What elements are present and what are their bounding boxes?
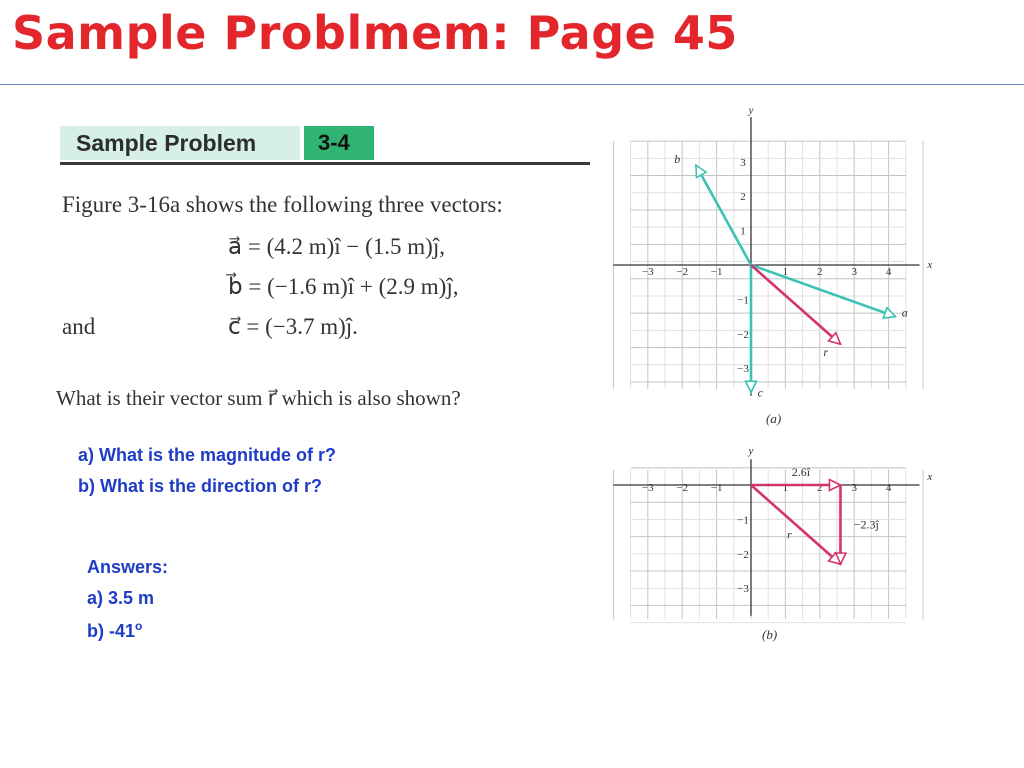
figure-b-y-tick-label: −3 xyxy=(737,583,749,596)
figure-a-y-tick-label: −1 xyxy=(737,294,749,307)
problem-question: What is their vector sum r⃗ which is also shown? xyxy=(56,386,461,410)
figure-a-y-tick-label: −3 xyxy=(737,363,749,376)
figure-a-vector-label: r⃗ xyxy=(823,345,838,360)
figure-a-y-tick-label: 3 xyxy=(740,156,746,169)
answers-label: Answers: xyxy=(87,557,169,577)
figure-a-caption: (a) xyxy=(766,411,782,426)
and-word: and xyxy=(62,314,96,339)
figure-a-x-tick-label: −2 xyxy=(676,266,689,278)
sample-problem-label-box xyxy=(60,126,300,160)
question-b: b) What is the direction of r? xyxy=(78,476,322,496)
figure-a-x-axis-label: x xyxy=(927,259,933,271)
figure-b-caption: (b) xyxy=(762,627,778,642)
figure-b-grid xyxy=(613,468,923,623)
question-a: a) What is the magnitude of r? xyxy=(78,445,337,465)
figure-b-x-axis-label: x xyxy=(927,471,933,483)
figure-b-resultant-shaft xyxy=(751,485,840,564)
answer-b: b) -41$^o$ xyxy=(87,619,143,641)
figure-b-y-tick-label: −1 xyxy=(737,514,749,527)
equation-a: a⃗ = (4.2 m)î − (1.5 m)ĵ, xyxy=(228,234,445,259)
figure-a-x-tick-label: −3 xyxy=(641,266,654,278)
title-divider xyxy=(0,84,1024,85)
figure-b-x-component-label: 2.6î xyxy=(791,465,811,479)
figure-a-y-tick-label: 1 xyxy=(740,225,746,238)
sample-problem-number-box xyxy=(304,126,374,160)
figure-a-x-tick-label: 4 xyxy=(885,266,892,278)
figure-b-x-tick-label: −2 xyxy=(676,482,689,494)
figure-a-vector-shaft xyxy=(696,165,751,265)
figure-a-y-tick-label: −2 xyxy=(737,328,749,341)
figure-b-y-axis-label: y xyxy=(748,445,754,458)
figure-a-vector-shaft xyxy=(751,265,895,317)
figure-a-x-tick-label: −1 xyxy=(710,266,723,278)
figure-a-vector-label: b⃗ xyxy=(674,152,690,167)
figure-a-x-tick-label: 2 xyxy=(817,266,823,278)
figure-a-vector-head xyxy=(746,381,757,392)
sample-problem-label: Sample Problem xyxy=(76,130,257,156)
slide-title: Sample Problmem: Page 45 xyxy=(12,6,738,60)
figure-b-x-tick-label: 2 xyxy=(817,482,823,494)
figure-b-x-tick-label: 1 xyxy=(782,482,789,494)
figure-b-vector-plot xyxy=(596,445,946,650)
figure-b-x-tick-label: 3 xyxy=(851,482,857,494)
header-underline xyxy=(60,162,590,165)
figure-a-y-tick-label: 2 xyxy=(740,191,746,204)
equation-b: b⃗ = (−1.6 m)î + (2.9 m)ĵ, xyxy=(228,274,459,299)
figure-b-x-tick-label: −1 xyxy=(710,482,723,494)
figure-b-x-component-head xyxy=(829,480,840,491)
figure-a-axes xyxy=(613,105,932,396)
figure-b-y-component-label: −2.3ĵ xyxy=(853,517,879,532)
figure-a-x-tick-label: 3 xyxy=(851,266,857,278)
figure-a-y-axis-label: y xyxy=(748,104,754,117)
figure-a-vector-plot xyxy=(596,100,946,430)
figure-b-axes xyxy=(613,445,932,616)
figure-b-x-tick-label: −3 xyxy=(641,482,654,494)
equation-c: c⃗ = (−3.7 m)ĵ. xyxy=(228,314,358,339)
figure-a-vector-label: a⃗ xyxy=(901,305,918,320)
figure-b-vectors xyxy=(751,465,879,564)
figure-b-x-tick-label: 4 xyxy=(885,482,892,494)
sample-problem-header xyxy=(60,124,590,164)
figure-b-y-tick-label: −2 xyxy=(737,548,749,561)
problem-intro: Figure 3-16a shows the following three vectors: xyxy=(62,192,503,217)
figure-a-vector-shaft xyxy=(751,265,840,344)
figure-a-x-tick-label: 1 xyxy=(782,266,789,278)
sample-problem-number: 3-4 xyxy=(318,130,350,155)
answer-a: a) 3.5 m xyxy=(87,588,155,608)
figure-b-resultant-label: r⃗ xyxy=(786,527,802,542)
figure-a-vector-label: c⃗ xyxy=(757,385,773,400)
